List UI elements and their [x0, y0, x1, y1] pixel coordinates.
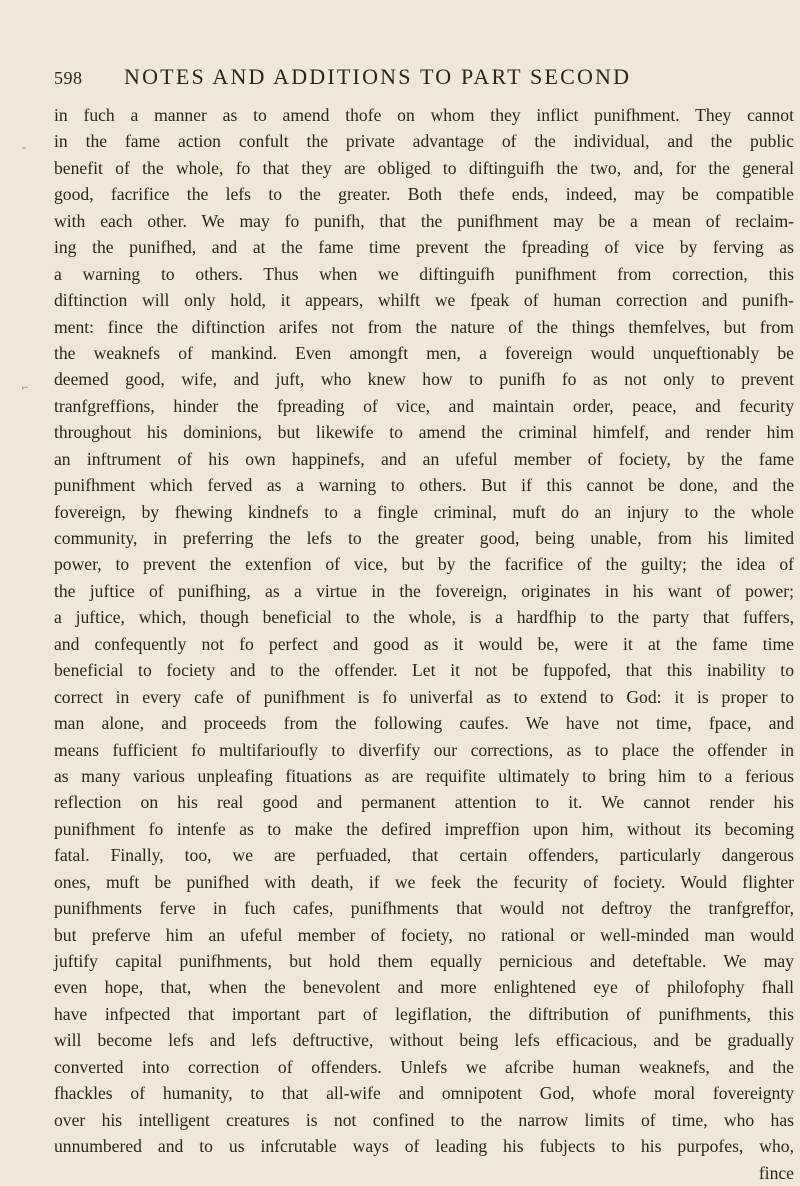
text-line: benefit of the whole, fo that they are obliged to diftinguifh the two, and, for the general	[54, 157, 794, 178]
text-line: good, facrifice the lefs to the greater. Both thefe ends, indeed, may be compatible	[54, 184, 794, 205]
text-line: tranfgreffions, hinder the fpreading of vice, and maintain order, peace, and fecurity	[54, 395, 794, 416]
text-line: beneficial to fociety and to the offender. Let it not be fuppofed, that this inability to	[54, 660, 794, 681]
margin-dash: -	[22, 140, 26, 154]
text-line: have infpected that important part of legiflation, the diftribution of punifhments, this	[54, 1003, 794, 1024]
text-line: ment: fince the diftinction arifes not from the nature of the things themfelves, but from	[54, 316, 794, 337]
text-line: and confequently not fo perfect and good as it would be, were it at the fame time	[54, 633, 794, 654]
text-line: punifhment fo intenfe as to make the defired impreffion upon him, without its becoming	[54, 818, 794, 839]
text-line: deemed good, wife, and juft, who knew how to punifh fo as not only to prevent	[54, 369, 794, 390]
text-line: reflection on his real good and permanent attention to it. We cannot render his	[54, 792, 794, 813]
text-line: a warning to others. Thus when we diftinguifh punifhment from correction, this	[54, 263, 794, 284]
text-line: power, to prevent the extenfion of vice, but by the facrifice of the guilty; the idea of	[54, 554, 794, 575]
text-line: as many various unpleafing fituations as are requifite ultimately to bring him to a ferious	[54, 765, 794, 786]
text-line: man alone, and proceeds from the following caufes. We have not time, fpace, and	[54, 713, 794, 734]
text-line: ing the punifhed, and at the fame time prevent the fpreading of vice by ferving as	[54, 237, 794, 258]
text-line: will become lefs and lefs deftructive, without being lefs efficacious, and be gradually	[54, 1030, 794, 1051]
text-line: even hope, that, when the benevolent and more enlightened eye of philofophy fhall	[54, 977, 794, 998]
margin-mark-arrow: ⌐	[22, 380, 29, 394]
running-head: NOTES AND ADDITIONS TO PART SECOND	[124, 64, 632, 89]
text-line: with each other. We may fo punifh, that the punifhment may be a mean of reclaim-	[54, 210, 794, 231]
text-line: the juftice of punifhing, as a virtue in the fovereign, originates in his want of power;	[54, 580, 794, 601]
text-line: community, in preferring the lefs to the greater good, being unable, from his limited	[54, 528, 794, 548]
text-line: means fufficient fo multifarioufly to diverfify our corrections, as to place the offender in	[54, 739, 794, 760]
text-line: but preferve him an ufeful member of fociety, no rational or well-minded man would	[54, 924, 794, 945]
text-line: juftify capital punifhments, but hold them equally pernicious and deteftable. We may	[54, 951, 794, 971]
text-line: over his intelligent creatures is not confined to the narrow limits of time, who has	[54, 1109, 794, 1130]
text-line: punifhment which ferved as a warning to others. But if this cannot be done, and the	[54, 475, 794, 496]
text-line: throughout his dominions, but likewife to amend the criminal himfelf, and render him	[54, 422, 794, 443]
text-line: fince	[758, 1162, 794, 1183]
text-line: a juftice, which, though beneficial to the whole, is a hardfhip to the party that fuffers,	[54, 607, 794, 628]
text-line: the weaknefs of mankind. Even amongft men, a fovereign would unqueftionably be	[54, 342, 794, 363]
text-line: an inftrument of his own happinefs, and an ufeful member of fociety, by the fame	[54, 448, 794, 469]
text-line: punifhments ferve in fuch cafes, punifhments that would not deftroy the tranfgreffor,	[54, 898, 794, 919]
page-number: 598	[54, 68, 83, 88]
body-text	[54, 102, 794, 1186]
text-line: correct in every cafe of punifhment is fo univerfal as to extend to God: it is proper to	[54, 686, 794, 707]
text-line: converted into correction of offenders. Unlefs we afcribe human weaknefs, and the	[54, 1056, 794, 1077]
text-line: fovereign, by fhewing kindnefs to a fingle criminal, muft do an injury to the whole	[54, 501, 794, 522]
text-line: unnumbered and to us infcrutable ways of leading his fubjects to his purpofes, who,	[54, 1136, 794, 1157]
text-line: ones, muft be punifhed with death, if we feek the fecurity of fociety. Would flighter	[54, 871, 794, 892]
text-line: diftinction will only hold, it appears, whilft we fpeak of human correction and punifh-	[54, 290, 794, 311]
text-line: in the fame action confult the private advantage of the individual, and the public	[54, 131, 794, 152]
text-line: fhackles of humanity, to that all-wife and omnipotent God, whofe moral fovereignty	[54, 1083, 794, 1104]
page-header	[54, 64, 794, 92]
text-line: in fuch a manner as to amend thofe on whom they inflict punifhment. They cannot	[54, 105, 794, 125]
text-line: fatal. Finally, too, we are perfuaded, that certain offenders, particularly dangerous	[54, 845, 794, 866]
